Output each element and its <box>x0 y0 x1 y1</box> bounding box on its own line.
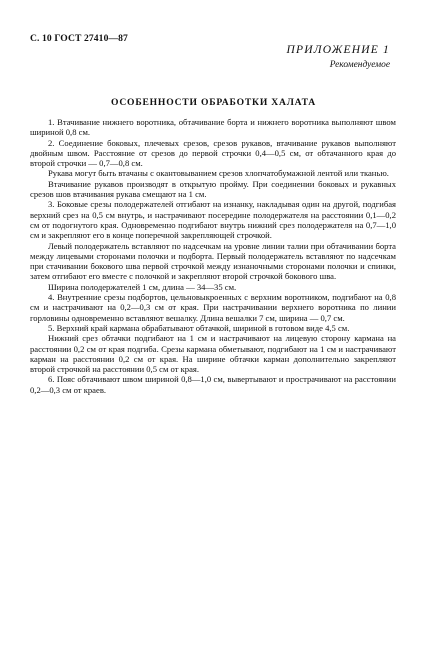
paragraph: 1. Втачивание нижнего воротника, обтачивание борта и нижнего воротника выполняют швом шириной 0,8 см. <box>30 117 396 138</box>
paragraph: 3. Боковые срезы полодержателей отгибают на изнанку, накладывая один на другой, подгибая верхний срез на 0,5 см внутрь, и настрачивают посередине полодержателя на расстоянии 0,1—0,2 см от подогнутого края. Одновременно подгибают внутрь нижний срез полодержателя на 0,7—1,0 см и закрепляют его в конце поперечной закрепляющей строчкой. <box>30 199 396 241</box>
paragraph: Втачивание рукавов производят в открытую пройму. При соединении боковых и рукавных срезов шов втачивания рукава смещают на 1 см. <box>30 178 396 200</box>
appendix-subtitle: Рекомендуемое <box>329 60 390 70</box>
section-title: ОСОБЕННОСТИ ОБРАБОТКИ ХАЛАТА <box>110 97 317 108</box>
paragraph: 5. Верхний край кармана обрабатывают обтачкой, шириной в готовом виде 4,5 см. <box>48 322 350 333</box>
page-header: С. 10 ГОСТ 27410—87 <box>30 33 128 44</box>
paragraph: Рукава могут быть втачаны с окантовыванием срезов хлопчатобумажной лентой или тканью. <box>48 168 389 179</box>
paragraph: 2. Соединение боковых, плечевых срезов, срезов рукавов, втачивание рукавов выполняют двойным швом. Расстояние от срезов до первой строчки 0,4—0,5 см, от обтачанного края до второй строчки — 0,7—0,8 см. <box>30 137 396 169</box>
paragraph: Нижний срез обтачки подгибают на 1 см и настрачивают на лицевую сторону кармана на расстоянии 0,2 см от края подгиба. Срезы кармана обметывают, подгибают на 1 см и настрачивают карман на расстоянии 0,2 см от края. На ширине обтачки карман дополнительно закрепляют второй строчкой на расстоянии 0,5 см от края. <box>30 333 396 375</box>
paragraph: Ширина полодержателей 1 см, длина — 34—35 см. <box>48 281 237 292</box>
document-body <box>30 117 396 395</box>
appendix-block <box>286 44 390 70</box>
appendix-title: ПРИЛОЖЕНИЕ 1 <box>286 44 390 56</box>
paragraph: 6. Пояс обтачивают швом шириной 0,8—1,0 см, вывертывают и прострачивают на расстоянии 0,2—0,3 см от краев. <box>30 374 396 395</box>
paragraph: 4. Внутренние срезы подбортов, цельновыкроенных с верхним воротником, подгибают на 0,8 см и настрачивают на 0,2—0,3 см от края. При настрачивании верхнего воротника по линии горловины одновременно вставляют вешалку. Длина вешалки 7 см, ширина — 0,7 см. <box>30 292 396 323</box>
paragraph: Левый полодержатель вставляют по надсечкам на уровне линии талии при обтачивании борта между лицевыми сторонами полочки и подборта. Первый полодержатель вставляют по надсечкам при стачивании бокового шва первой строчкой между изнаночными сторонами полочки и спинки, затем отгибают его вместе с полочкой и закрепляют второй строчкой бокового шва. <box>30 240 396 282</box>
